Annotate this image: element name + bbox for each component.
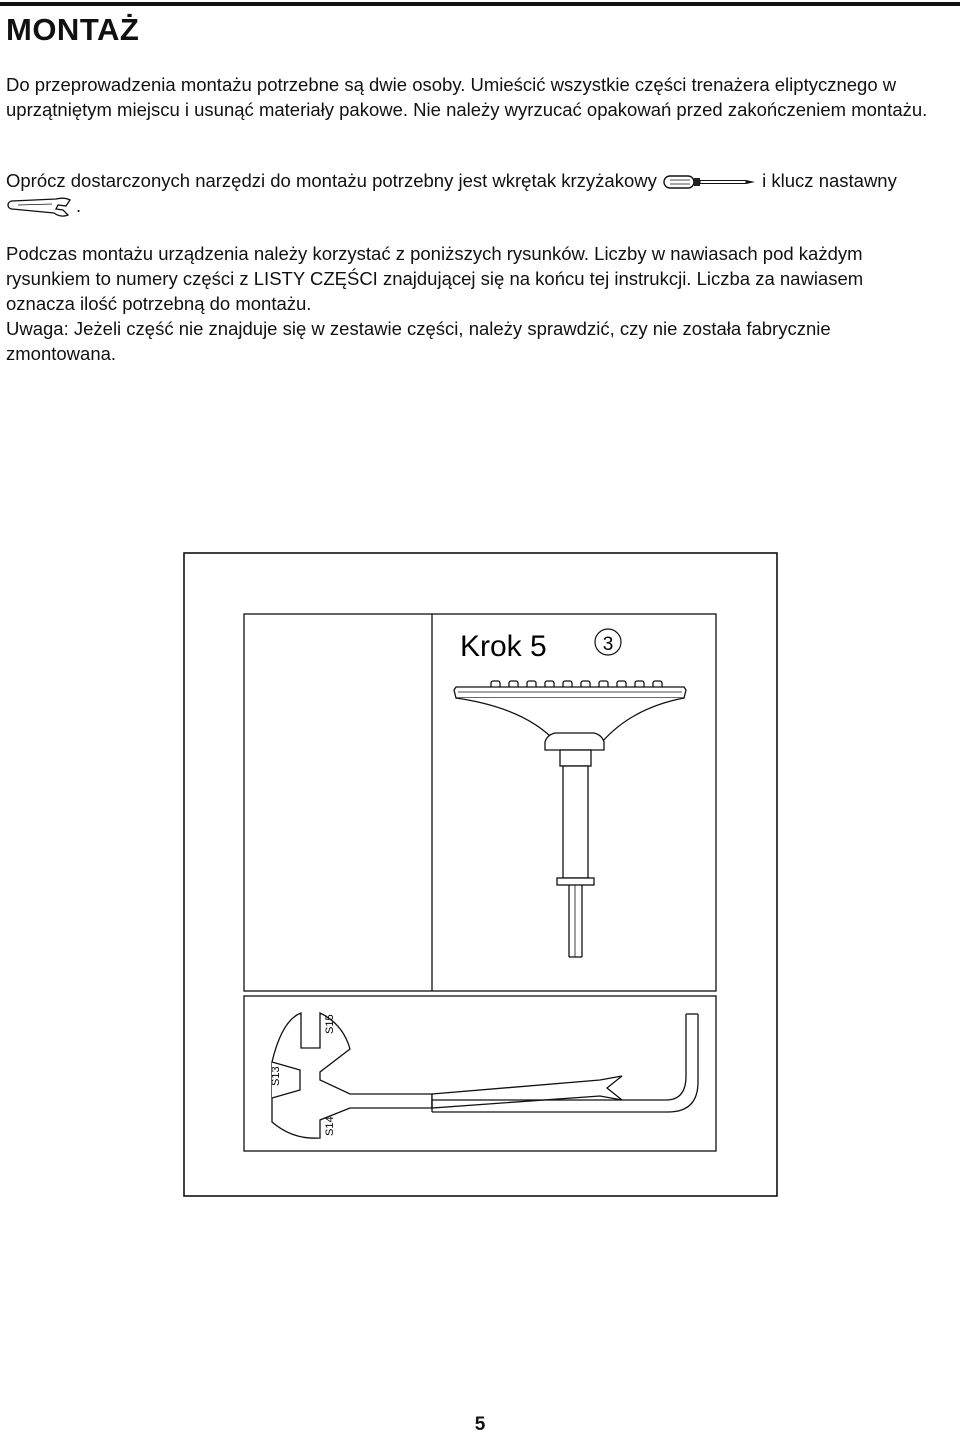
intro-paragraph: Do przeprowadzenia montażu potrzebne są dwie osoby. Umieścić wszystkie części trenażera eliptycznego w uprzątniętym miejscu i usunąć materiały pakowe. Nie należy wyrzucać opakowań przed zakończeniem montażu. (6, 74, 928, 120)
tools-text-end: . (76, 195, 82, 216)
step-label: Krok 5 (460, 630, 547, 663)
instructions-text: Podczas montażu urządzenia należy korzystać z poniższych rysunków. Liczby w nawiasach pod każdym rysunkiem to numery części z LISTY CZĘŚCI znajdującej się na końcu tej instrukcji. Liczba za nawiasem oznacza ilość potrzebną do montażu. (6, 243, 864, 314)
tools-text-middle: i klucz nastawny (762, 170, 897, 191)
wrench-label-s15: S15 (324, 1014, 336, 1034)
wrench-label-s13: S13 (270, 1066, 282, 1086)
wrench-label-s14: S14 (324, 1116, 336, 1136)
note-text: Uwaga: Jeżeli część nie znajduje się w zestawie części, należy sprawdzić, czy nie została fabrycznie zmontowana. (6, 318, 831, 364)
step-panel (244, 614, 716, 991)
page-title: MONTAŻ (6, 12, 140, 47)
page-number: 5 (474, 1414, 486, 1435)
pedal-part-drawing (454, 681, 686, 957)
tools-text-start: Oprócz dostarczonych narzędzi do montażu potrzebny jest wkrętak krzyżakowy (6, 170, 657, 191)
step-badge: 3 (602, 634, 614, 655)
